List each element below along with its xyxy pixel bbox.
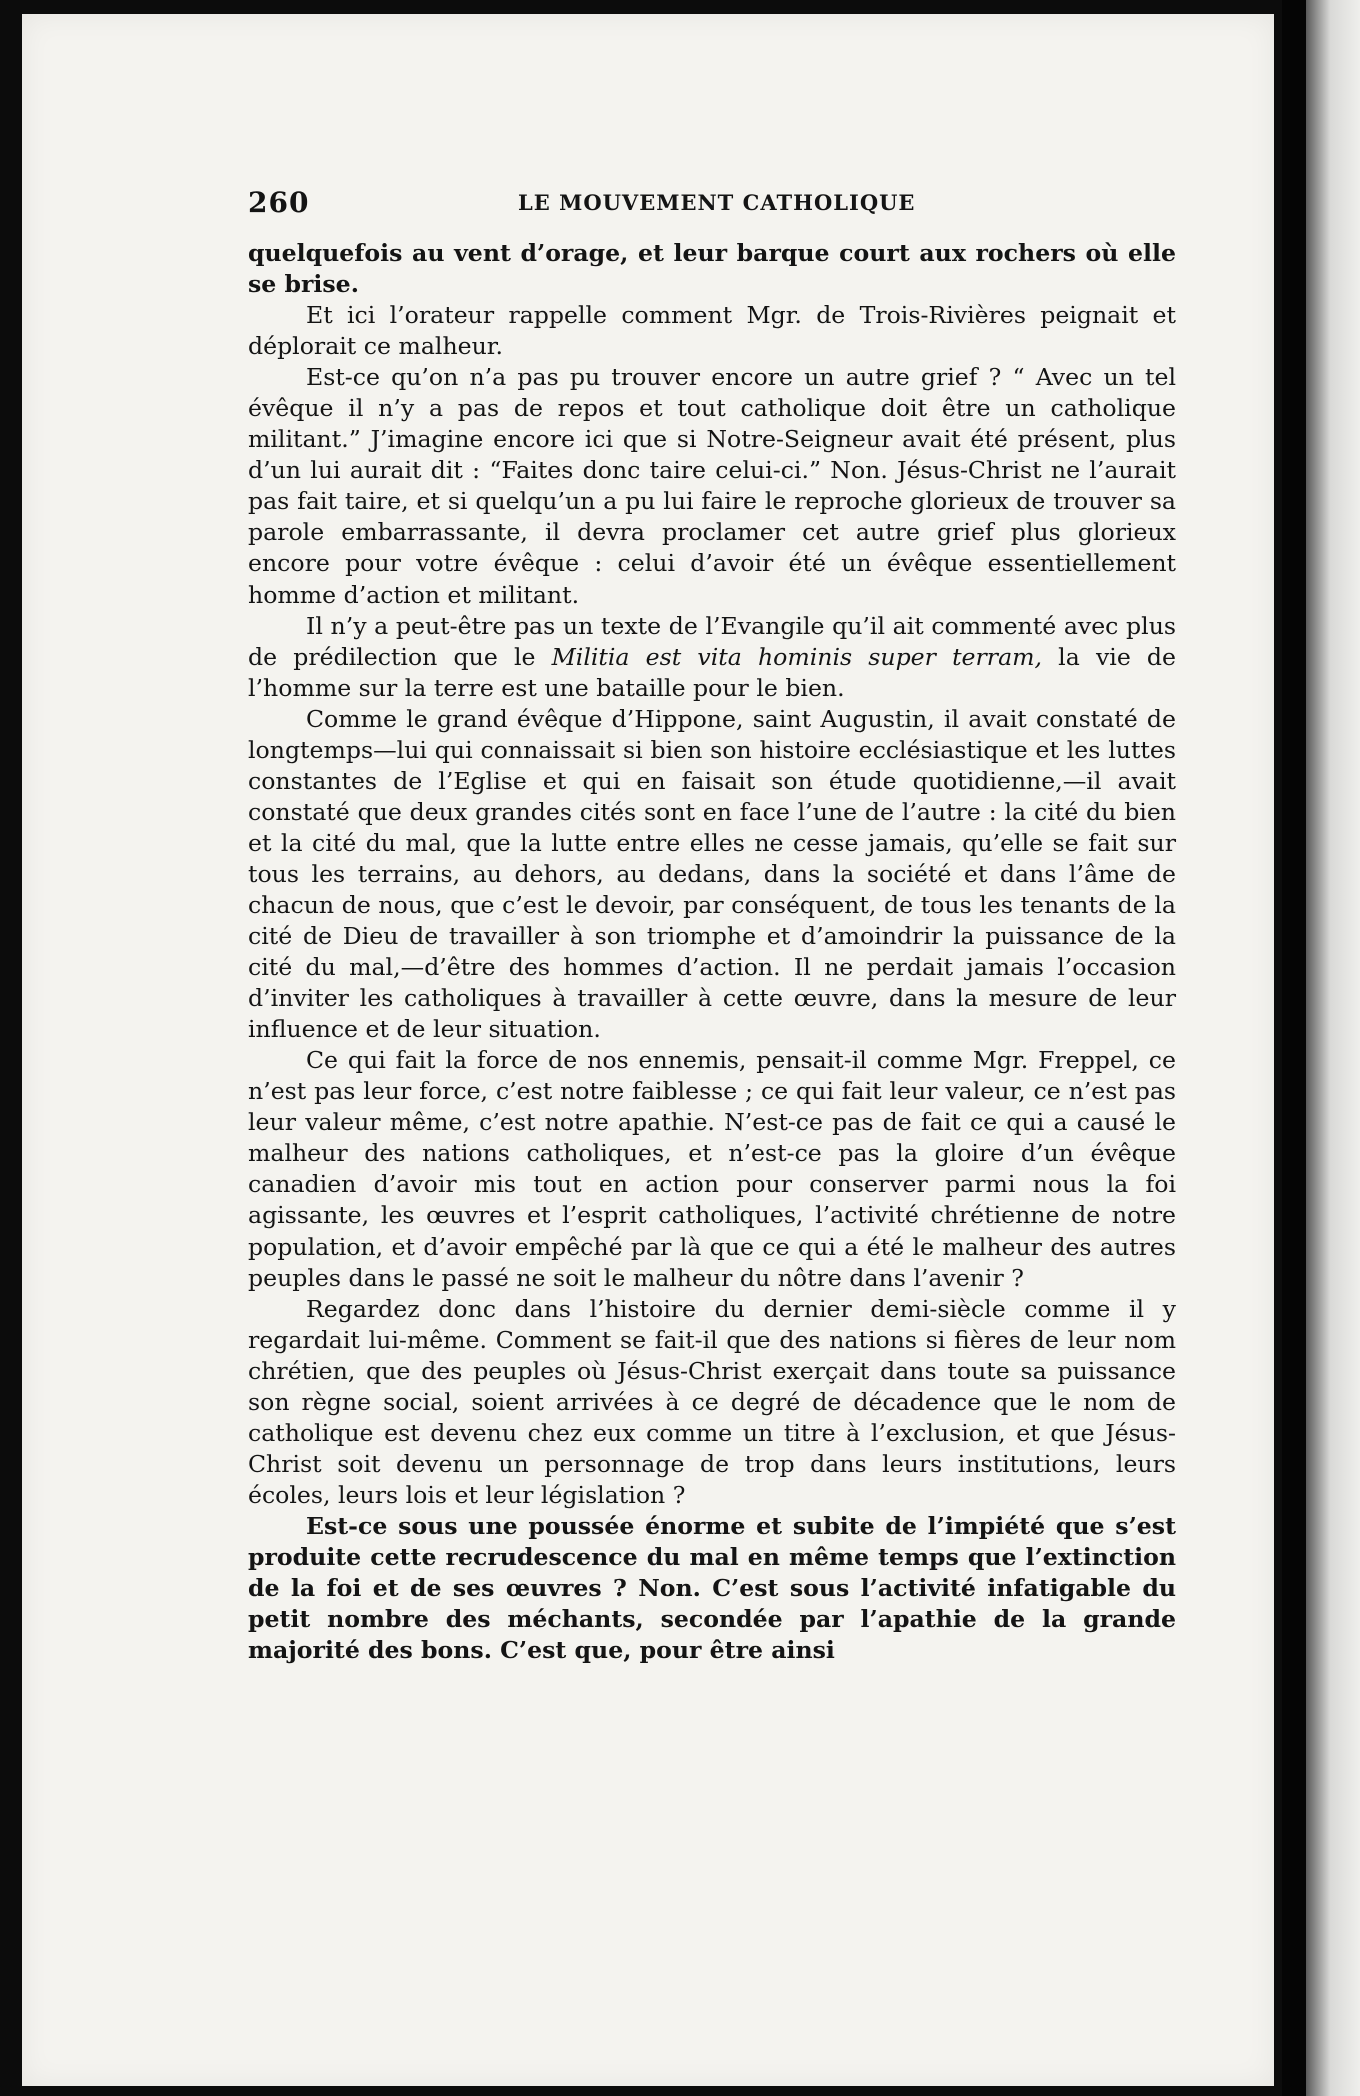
paragraph-6: Ce qui fait la force de nos ennemis, pensait-il comme Mgr. Freppel, ce n’est pas leur force, c’est notre faiblesse ; ce qui fait leur valeur, ce n’est pas leur valeur même, c’est notre apathie. N’est-ce pas de fait ce qui a causé le malheur des nations catholiques, et n’est-ce pas la gloire d’un évêque canadien d’avoir mis tout en action pour conserver parmi nous la foi agissante, les œuvres et l’esprit catholiques, l’activité chrétienne de notre population, et d’avoir empêché par là que ce qui a été le malheur des autres peuples dans le passé ne soit le malheur du nôtre dans l’avenir ?: [248, 1046, 1176, 1292]
body-text: [248, 238, 1176, 1666]
adjacent-page-edge: [1306, 0, 1360, 2096]
paragraph-8: Est-ce sous une poussée énorme et subite de l’impiété que s’est produite cette recrudescence du mal en même temps que l’extinction de la foi et de ses œuvres ? Non. C’est sous l’activité infatigable du petit nombre des méchants, secondée par l’apathie de la grande majorité des bons. C’est que, pour être ainsi: [248, 1511, 1176, 1665]
paragraph-4-after: la vie de l’homme sur la terre est une bataille pour le bien.: [248, 642, 1176, 702]
running-header: [248, 186, 1176, 228]
page-content: [248, 186, 1176, 1666]
paragraph-3: Est-ce qu’on n’a pas pu trouver encore un autre grief ? “ Avec un tel évêque il n’y a pas de repos et tout catholique doit être un catholique militant.” J’imagine encore ici que si Notre-Seigneur avait été présent, plus d’un lui aurait dit : “Faites donc taire celui-ci.” Non. Jésus-Christ ne l’aurait pas fait taire, et si quelqu’un a pu lui faire le reproche glorieux de trouver sa parole embarrassante, il devra proclamer cet autre grief plus glorieux encore pour votre évêque : celui d’avoir été un évêque essentiellement homme d’action et militant.: [248, 363, 1176, 609]
paragraph-5: Comme le grand évêque d’Hippone, saint Augustin, il avait constaté de longtemps—lui qui connaissait si bien son histoire ecclésiastique et les luttes constantes de l’Eglise et qui en faisait son étude quotidienne,—il avait constaté que deux grandes cités sont en face l’une de l’autre : la cité du bien et la cité du mal, que la lutte entre elles ne cesse jamais, qu’elle se fait sur tous les terrains, au dehors, au dedans, dans la société et dans l’âme de chacun de nous, que c’est le devoir, par conséquent, de tous les tenants de la cité de Dieu de travailler à son triomphe et d’amoindrir la puissance de la cité du mal,—d’être des hommes d’action. Il ne perdait jamais l’occasion d’inviter les catholiques à travailler à cette œuvre, dans la mesure de leur influence et de leur situation.: [248, 704, 1176, 1044]
page-number: 260: [248, 186, 310, 219]
paragraph-7: Regardez donc dans l’histoire du dernier demi-siècle comme il y regardait lui-même. Comment se fait-il que des nations si fières de leur nom chrétien, que des peuples où Jésus-Christ exerçait dans toute sa puissance son règne social, soient arrivées à ce degré de décadence que le nom de catholique est devenu chez eux comme un titre à l’exclusion, et que Jésus-Christ soit devenu un personnage de trop dans leurs institutions, leurs écoles, leurs lois et leur législation ?: [248, 1294, 1176, 1509]
paragraph-2: Et ici l’orateur rappelle comment Mgr. de Trois-Rivières peignait et déplorait ce malheur.: [248, 301, 1176, 361]
paragraph-4-before: Il n’y a peut-être pas un texte de l’Evangile qu’il ait commenté avec plus de prédilection que le: [248, 611, 1176, 671]
paragraph-4: [248, 611, 1176, 704]
paragraph-1: quelquefois au vent d’orage, et leur barque court aux rochers où elle se brise.: [248, 239, 1176, 299]
latin-quotation: Militia est vita hominis super terram,: [551, 642, 1043, 671]
running-title: LE MOUVEMENT CATHOLIQUE: [518, 190, 916, 215]
